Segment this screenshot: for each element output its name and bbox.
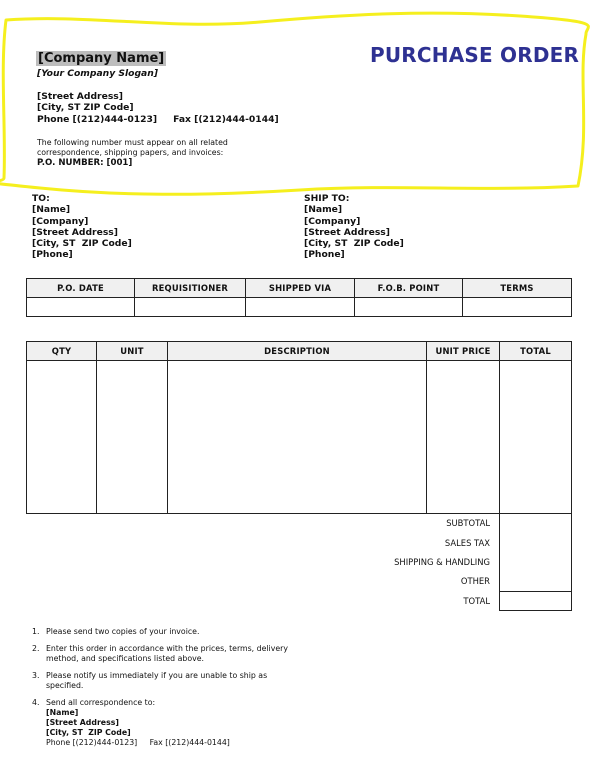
document-title: PURCHASE ORDER: [370, 43, 580, 67]
to-block: [32, 193, 132, 261]
total-cell[interactable]: [500, 361, 572, 514]
correspondence-block: [46, 708, 230, 748]
po-number: P.O. NUMBER: [001]: [37, 158, 133, 168]
description-cell[interactable]: [168, 361, 427, 514]
phone-fax: Phone [(212)444-0123] Fax [(212)444-0144]: [37, 114, 279, 125]
col-po-date: P.O. DATE: [27, 279, 135, 298]
order-info-table: [26, 278, 572, 317]
other-label: OTHER: [460, 576, 490, 586]
po-date-cell[interactable]: [27, 298, 135, 317]
grand-total-box[interactable]: [499, 591, 572, 611]
ship-to-heading: SHIP TO:: [304, 193, 350, 204]
city-state-zip: [City, ST ZIP Code]: [37, 102, 134, 113]
ship-to-company: [Company]: [304, 215, 361, 227]
ship-to-block: [304, 193, 404, 261]
qty-cell[interactable]: [27, 361, 97, 514]
to-street: [Street Address]: [32, 226, 118, 238]
shipped-via-cell[interactable]: [246, 298, 355, 317]
items-table: [26, 341, 572, 514]
company-name: [Company Name]: [38, 51, 165, 66]
col-fob-point: F.O.B. POINT: [355, 279, 463, 298]
ship-to-street: [Street Address]: [304, 226, 390, 238]
subtotal-label: SUBTOTAL: [446, 518, 490, 528]
correspondence-street: [Street Address]: [46, 718, 119, 727]
total-label: TOTAL: [463, 596, 490, 606]
correspondence-name: [Name]: [46, 708, 79, 717]
col-description: DESCRIPTION: [168, 342, 427, 361]
col-shipped-via: SHIPPED VIA: [246, 279, 355, 298]
shipping-handling-label: SHIPPING & HANDLING: [394, 557, 490, 567]
terms-cell[interactable]: [463, 298, 572, 317]
unit-price-cell[interactable]: [427, 361, 500, 514]
col-total: TOTAL: [500, 342, 572, 361]
requisitioner-cell[interactable]: [135, 298, 246, 317]
unit-cell[interactable]: [97, 361, 168, 514]
col-unit-price: UNIT PRICE: [427, 342, 500, 361]
street-address: [Street Address]: [37, 91, 123, 102]
to-name: [Name]: [32, 204, 71, 216]
company-slogan: [Your Company Slogan]: [37, 68, 158, 79]
col-unit: UNIT: [97, 342, 168, 361]
to-phone: [Phone]: [32, 249, 73, 261]
to-heading: TO:: [32, 193, 50, 204]
ship-to-phone: [Phone]: [304, 249, 345, 261]
ship-to-name: [Name]: [304, 204, 343, 216]
col-requisitioner: REQUISITIONER: [135, 279, 246, 298]
fob-point-cell[interactable]: [355, 298, 463, 317]
col-terms: TERMS: [463, 279, 572, 298]
sales-tax-label: SALES TAX: [444, 538, 490, 548]
correspondence-city: [City, ST ZIP Code]: [46, 728, 131, 737]
to-city: [City, ST ZIP Code]: [32, 238, 132, 250]
notice-line-1: The following number must appear on all related: [37, 138, 228, 147]
col-qty: QTY: [27, 342, 97, 361]
ship-to-city: [City, ST ZIP Code]: [304, 238, 404, 250]
to-company: [Company]: [32, 215, 89, 227]
notice-line-2: correspondence, shipping papers, and invoices:: [37, 148, 224, 157]
correspondence-phone-fax: Phone [(212)444-0123] Fax [(212)444-0144]: [46, 738, 230, 747]
totals-box[interactable]: [499, 514, 572, 592]
